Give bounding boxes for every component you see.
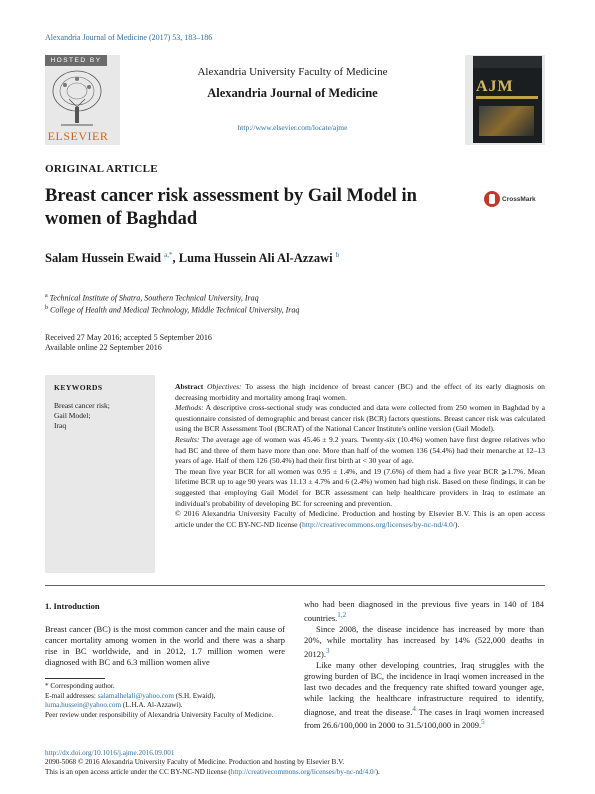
- intro-paragraph: [304, 599, 544, 624]
- reference-link[interactable]: 1,2: [337, 611, 347, 619]
- methods-label: Methods:: [175, 403, 204, 413]
- author-affiliation-ref[interactable]: a,*: [164, 251, 173, 259]
- author-affiliation-ref[interactable]: b: [335, 251, 340, 259]
- cover-art: [479, 106, 534, 136]
- results-text: The average age of women was 45.46 ± 9.2 years. Twenty-six (10.4%) women have first degree relatives who had BC and three of them have more than one. More than half of the women 136 (54.4%) had their menarche at 12–13 years of age. Half of them 126 (50.4%) had their first birth at < 30 year of age.: [175, 434, 545, 466]
- reference-link[interactable]: 5: [481, 718, 485, 727]
- author-name: Luma Hussein Ali Al-Azzawi: [178, 251, 333, 266]
- abstract-results-2: The mean five year BCR for all women was 0.95 ± 1.4%, and 19 (7.6%) of them had a five year BCR ⩾1.7%. Mean lifetime BCR up to age 90 years was 11.13 ± 4.7% and 6 (2.4%) women had high risk. Based on these findings, it can be suggested that employing Gail Model for BCR assessment can help healthcare providers in Iraq to estimate an individual's probability of developing BC for screening and prevention.: [175, 466, 545, 508]
- abstract-methods: [175, 403, 545, 435]
- affiliation-b: [45, 305, 299, 315]
- elsevier-tree-logo-icon: [47, 67, 107, 129]
- keyword-item: Gail Model;: [54, 411, 91, 420]
- affiliation-a: [45, 293, 259, 303]
- crossmark-label[interactable]: CrossMark: [502, 196, 536, 203]
- affiliation-marker: b: [45, 305, 48, 311]
- keywords-title: KEYWORDS: [54, 383, 103, 392]
- email-owner: (S.H. Ewaid),: [175, 691, 216, 700]
- license-link[interactable]: http://creativecommons.org/licenses/by-nc-nd/4.0/: [301, 519, 455, 529]
- abstract-label: Abstract: [175, 382, 204, 391]
- copyright-end: ).: [454, 519, 460, 529]
- body-column-left: [45, 624, 285, 668]
- author-separator: ,: [172, 251, 176, 266]
- abstract-copyright: [175, 509, 545, 530]
- issn-line: 2090-5068 © 2016 Alexandria University Faculty of Medicine. Production and hosting by Elsevier B.V.: [45, 758, 345, 767]
- paragraph-text: who had been diagnosed in the previous five years in 140 of 184 countries.: [304, 599, 544, 623]
- abstract-objectives: [175, 382, 545, 403]
- abstract-results: [175, 435, 545, 467]
- article-title-line-1: Breast cancer risk assessment by Gail Model in: [45, 186, 417, 206]
- intro-paragraph: Breast cancer (BC) is the most common cancer and the main cause of cancer mortality among women in the world and there was a sharp rise in BC worldwide, and in 2012, 1.7 million women were diagnosed with BC and 6.3 million women alive: [45, 624, 285, 667]
- copyright-text: © 2016 Alexandria University Faculty of Medicine. Production and hosting by Elsevier B.V. This is an open access article under the CC BY-NC-ND license (: [175, 509, 545, 529]
- introduction-heading: 1. Introduction: [45, 601, 100, 611]
- objectives-text: To assess the high incidence of breast cancer (BC) and the effect of its early diagnosis on decreasing morbidity and mortality among Iraqi women.: [175, 382, 545, 402]
- body-column-right: [304, 599, 544, 731]
- author-list: [45, 251, 339, 266]
- open-access-end: ).: [375, 767, 380, 776]
- hosted-by-label: HOSTED BY: [45, 55, 107, 66]
- objectives-label: Objectives:: [207, 382, 242, 391]
- email-link[interactable]: salamalhelali@yahoo.com: [97, 691, 174, 700]
- journal-university: Alexandria University Faculty of Medicine: [197, 66, 388, 78]
- article-title-line-2: women of Baghdad: [45, 209, 198, 229]
- journal-cover-image: [473, 56, 542, 143]
- footnote-rule: [45, 678, 105, 679]
- intro-paragraph: [304, 624, 544, 660]
- author-name: Salam Hussein Ewaid: [45, 251, 162, 266]
- license-link[interactable]: http://creativecommons.org/licenses/by-nc-nd/4.0/: [230, 767, 376, 776]
- abstract: [175, 382, 545, 530]
- journal-citation[interactable]: Alexandria Journal of Medicine (2017) 53, 183–186: [45, 33, 213, 42]
- paragraph-text: Like many other developing countries, Iraq struggles with the growing burden of BC, the incidence in Iraqi women increased in the last two decades and the frequency rate shifted toward younger age, while lacking the healthcare infrastructure required to identify, diagnose, and treat the disease.: [304, 659, 544, 717]
- reference-link[interactable]: 3: [325, 646, 330, 655]
- cover-rule: [476, 96, 538, 99]
- keyword-item: Breast cancer risk;: [54, 401, 110, 410]
- email-label: E-mail addresses:: [45, 691, 96, 700]
- keyword-item: Iraq: [54, 421, 67, 430]
- bottom-matter: [45, 749, 545, 777]
- cover-band: [473, 56, 542, 68]
- email-link[interactable]: luma.hussein@yahoo.com: [45, 701, 122, 710]
- email-owner: (L.H.A. Al-Azzawi).: [122, 701, 183, 710]
- email-addresses: [45, 692, 285, 711]
- journal-url-link[interactable]: http://www.elsevier.com/locate/ajme: [237, 123, 348, 132]
- paragraph-text: Since 2008, the disease incidence has increased by more than 20%, while mortality has increased by 14% (522,000 deaths in 2012).: [304, 623, 544, 659]
- received-date: Received 27 May 2016; accepted 5 September 2016: [45, 333, 212, 342]
- crossmark-icon[interactable]: [484, 191, 500, 207]
- intro-paragraph: [304, 660, 544, 732]
- corresponding-author-note: * Corresponding author.: [45, 682, 115, 690]
- available-date: Available online 22 September 2016: [45, 343, 162, 352]
- cover-title: AJM: [476, 78, 514, 95]
- elsevier-wordmark: ELSEVIER: [47, 129, 109, 143]
- methods-text: A descriptive cross-sectional study was conducted and data were collected from 250 women in Baghdad by a questionnaire consisted of demographic and breast cancer risk (BCR) factors questions. Breast cancer risk was calculated using the BCR Assessment Tool (BCRAT) of the National Cancer Institute's online version (Gail Model).: [175, 403, 546, 434]
- peer-review-note: Peer review under responsibility of Alexandria University Faculty of Medicine.: [45, 710, 274, 719]
- affiliation-text: College of Health and Medical Technology, Middle Technical University, Iraq: [50, 305, 300, 315]
- affiliation-marker: a: [45, 293, 48, 299]
- results-label: Results:: [175, 434, 200, 444]
- section-divider: [45, 585, 545, 586]
- article-type: ORIGINAL ARTICLE: [45, 163, 158, 175]
- affiliation-text: Technical Institute of Shatra, Southern Technical University, Iraq: [49, 293, 259, 303]
- article-title: [45, 185, 445, 231]
- footnotes: [45, 682, 285, 720]
- doi-link[interactable]: http://dx.doi.org/10.1016/j.ajme.2016.09.001: [45, 749, 175, 757]
- paragraph-text: The cases in Iraqi women increased from 26.6/100,000 in 2000 to 31.5/100,000 in 2009.: [304, 706, 544, 731]
- open-access-text: This is an open access article under the CC BY-NC-ND license (: [45, 767, 231, 776]
- open-access-line: [45, 768, 545, 777]
- reference-link[interactable]: 4: [412, 704, 416, 713]
- journal-name: Alexandria Journal of Medicine: [207, 86, 378, 100]
